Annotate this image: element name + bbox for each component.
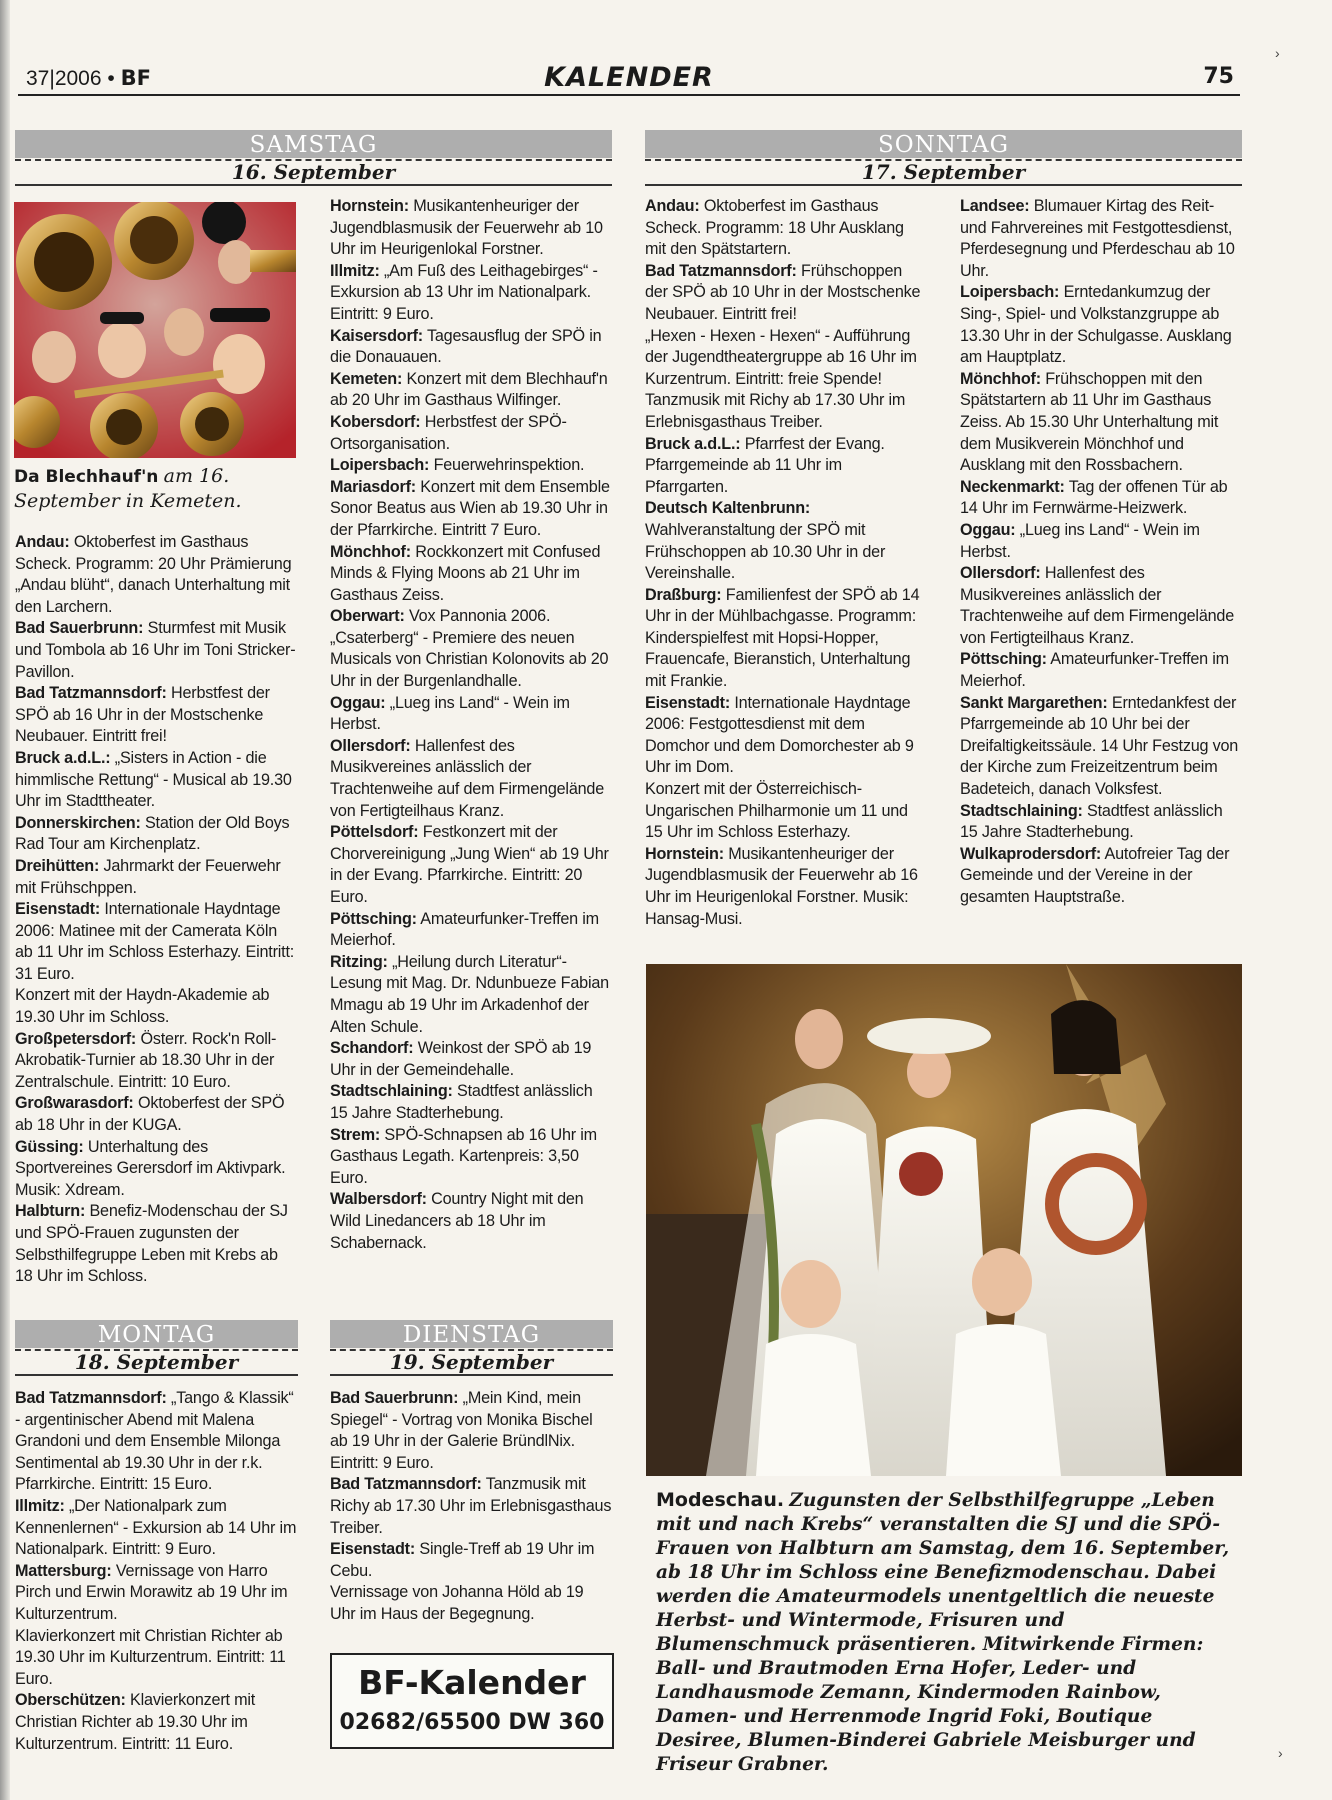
event-entry [15, 1561, 297, 1626]
divider [645, 184, 1242, 186]
event-place: Bruck a.d.L.: [645, 434, 741, 453]
page-number: 75 [1203, 64, 1234, 89]
event-text: Herbstfest der SPÖ ab 16 Uhr in der Mostschenke Neubauer. Eintritt frei! [15, 684, 270, 746]
bridal-fashion-photo [646, 964, 1242, 1476]
event-entry [330, 606, 613, 692]
event-text: Unterhaltung des Sportvereines Gerersdorf im Aktivpark. Musik: Xdream. [15, 1137, 286, 1199]
caption-bold: Modeschau. [656, 1489, 785, 1511]
day-header-monday [15, 1320, 298, 1376]
event-text: Sturmfest mit Musik und Tombola ab 16 Uhr im Toni Stricker-Pavillon. [15, 619, 296, 681]
event-entry [330, 1539, 613, 1582]
event-entry [645, 326, 925, 391]
divider [15, 1374, 298, 1376]
event-place: Ollersdorf: [330, 736, 411, 755]
event-text: Vernissage von Johanna Höld ab 19 Uhr im Haus der Begegnung. [330, 1583, 584, 1623]
event-place: Bad Sauerbrunn: [330, 1389, 459, 1407]
event-entry [15, 813, 297, 856]
event-place: Eisenstadt: [645, 693, 731, 712]
event-text: Frühschoppen mit den Spätstartern ab 11 Uhr im Gasthaus Zeiss. Ab 15.30 Uhr Unterhaltung mit dem Musikverein Mönchhof und Ausklang mit den Rossbachern. [960, 369, 1219, 475]
event-entry [15, 1496, 297, 1561]
event-text: Amateurfunker-Treffen im Meierhof. [330, 909, 599, 950]
event-text: Wahlveranstaltung der SPÖ mit Frühschoppen ab 10.30 Uhr in der Vereinshalle. [645, 520, 886, 583]
event-entry [330, 261, 613, 326]
event-text: „Am Fuß des Leithagebirges“ - Exkursion ab 13 Uhr im Nationalpark. Eintritt: 9 Euro. [330, 261, 598, 323]
event-entry [330, 1388, 613, 1474]
brand-label: BF [120, 66, 151, 90]
divider [15, 184, 612, 186]
brass-band-photo-image [14, 202, 296, 458]
margin-mark: › [1275, 45, 1280, 61]
event-place: Kobersdorf: [330, 412, 421, 431]
event-place: Bad Sauerbrunn: [15, 619, 144, 638]
bf-kalender-box [330, 1653, 614, 1749]
event-place: Pöttsching: [330, 909, 417, 928]
event-entry [15, 1137, 297, 1202]
event-place: Loipersbach: [960, 283, 1060, 302]
box-title: BF-Kalender [358, 1663, 586, 1702]
sunday-events-col-1 [645, 196, 925, 930]
event-entry [645, 844, 925, 930]
event-text: „Tango & Klassik“ - argentinischer Abend mit Malena Grandoni und dem Ensemble Milonga Sentimental ab 19.30 Uhr in der r.k. Pfarrkirche. Eintritt: 15 Euro. [15, 1389, 294, 1494]
event-text: Konzert mit der Österreichisch-Ungarischen Philharmonie um 11 und 15 Uhr im Schloss Esterhazy. [645, 780, 908, 842]
event-place: Draßburg: [645, 585, 722, 604]
event-text: Musikantenheuriger der Jugendblasmusik der Feuerwehr ab 16 Uhr im Heurigenlokal Forstner. Musik: Hansag-Musi. [645, 844, 918, 928]
event-place: Landsee: [960, 197, 1030, 215]
event-text: Autofreier Tag der Gemeinde und der Vereine in der gesamten Hauptstraße. [960, 844, 1230, 906]
event-text: Klavierkonzert mit Christian Richter ab 19.30 Uhr im Kulturzentrum. Eintritt: 11 Euro. [15, 1691, 256, 1753]
event-text: Österr. Rock'n Roll-Akrobatik-Turnier ab 18.30 Uhr in der Zentralschule. Eintritt: 10 Euro. [15, 1029, 277, 1091]
section-title: KALENDER [544, 62, 714, 93]
event-entry [960, 282, 1243, 368]
event-entry [15, 683, 297, 748]
caption-text: Zugunsten der Selbsthilfegruppe „Leben mit und nach Krebs“ veranstalten die SJ und die SPÖ-Frauen von Halbturn am Samstag, dem 16. September, ab 18 Uhr im Schloss eine Benefizmodenschau. Dabei werden die Amateurmodels unentgeltlich die neueste Herbst- und Wintermode, Frisuren und Blumenschmuck präsentieren. Mitwirkende Firmen: Ball- und Brautmoden Erna Hofer, Leder- und Landhausmode Zemann, Kindermoden Rainbow, Damen- und Herrenmode Ingrid Foki, Boutique Desiree, Blumen-Binderei Gabriele Meisburger und Friseur Grabner. [656, 1490, 1230, 1775]
event-entry [330, 477, 613, 542]
event-entry [15, 856, 297, 899]
day-date: 19. September [389, 1350, 554, 1374]
event-text: „Der Nationalpark zum Kennenlernen“ - Exkursion ab 14 Uhr im Nationalpark. Eintritt: 9 Euro. [15, 1496, 297, 1559]
event-text: Stadtfest anlässlich 15 Jahre Stadterhebung. [330, 1082, 593, 1122]
event-entry [15, 1626, 297, 1691]
event-text: Tanzmusik mit Richy ab 17.30 Uhr im Erlebnisgasthaus Treiber. [330, 1475, 612, 1537]
event-text: Frühschoppen der SPÖ ab 10 Uhr in der Mostschenke Neubauer. Eintritt frei! [645, 261, 921, 323]
day-header-tuesday [330, 1320, 613, 1376]
event-entry [645, 434, 925, 499]
event-place: Dreihütten: [15, 856, 100, 875]
event-entry [330, 1189, 613, 1254]
event-entry [330, 412, 613, 455]
issue-number: 37|2006 • [26, 67, 115, 90]
event-text: Herbstfest der SPÖ-Ortsorganisation. [330, 412, 567, 453]
event-place: Hornstein: [330, 197, 409, 215]
event-place: Bad Tatzmannsdorf: [15, 1389, 167, 1407]
event-entry [15, 1201, 297, 1287]
photo-caption-fashion [656, 1488, 1241, 1776]
event-entry [15, 618, 297, 683]
event-entry [330, 1081, 613, 1124]
event-place: Pöttelsdorf: [330, 823, 419, 842]
event-entry [330, 1038, 613, 1081]
event-entry [330, 1582, 613, 1625]
event-entry [15, 1093, 297, 1136]
event-text: Internationale Haydntage 2006: Festgottesdienst mit dem Domchor und dem Domorchester ab 9 Uhr im Dom. [645, 693, 914, 777]
event-text: Vernissage von Harro Pirch und Erwin Morawitz ab 19 Uhr im Kulturzentrum. [15, 1561, 288, 1623]
event-entry [15, 899, 297, 985]
day-name: DIENSTAG [330, 1320, 613, 1348]
event-entry [645, 261, 925, 326]
event-entry [645, 585, 925, 693]
event-entry [960, 844, 1243, 909]
sunday-events-col-2 [960, 196, 1243, 909]
event-entry [645, 196, 925, 261]
event-entry [960, 520, 1243, 563]
event-text: Oktoberfest im Gasthaus Scheck. Programm: 20 Uhr Prämierung „Andau blüht“, danach Unterhaltung mit den Larchern. [15, 533, 292, 616]
event-text: Amateurfunker-Treffen im Meierhof. [960, 650, 1229, 691]
event-text: Hallenfest des Musikvereines anlässlich der Trachtenweihe auf dem Firmengelände von Fertigteilhaus Kranz. [960, 564, 1235, 647]
event-entry [15, 748, 297, 813]
event-text: Rockkonzert mit Confused Minds & Flying Moons ab 21 Uhr im Gasthaus Zeiss. [330, 542, 601, 604]
event-place: Stadtschlaining: [330, 1082, 453, 1101]
event-place: Oggau: [330, 693, 386, 712]
event-text: Benefiz-Modenschau der SJ und SPÖ-Frauen zugunsten der Selbsthilfegruppe Leben mit Krebs ab 18 Uhr im Schloss. [15, 1202, 288, 1286]
caption-text: am 16. September in Kemeten. [14, 465, 242, 512]
event-text: „Heilung durch Literatur“-Lesung mit Mag. Dr. Ndunbueze Fabian Mmagu ab 19 Uhr im Arkadenhof der Alten Schule. [330, 952, 609, 1036]
event-entry [645, 779, 925, 844]
event-entry [960, 649, 1243, 692]
divider [330, 1374, 613, 1376]
event-place: Mariasdorf: [330, 477, 416, 496]
event-text: Single-Treff ab 19 Uhr im Cebu. [330, 1540, 595, 1580]
event-text: Konzert mit der Haydn-Akademie ab 19.30 Uhr im Schloss. [15, 986, 270, 1027]
event-place: Eisenstadt: [15, 900, 101, 919]
event-place: Oberwart: [330, 607, 405, 626]
event-text: Jahrmarkt der Feuerwehr mit Frühschppen. [15, 856, 281, 897]
event-text: Internationale Haydntage 2006: Matinee mit der Camerata Köln ab 11 Uhr im Schloss Esterhazy. Eintritt: 31 Euro. [15, 900, 295, 983]
event-entry [960, 801, 1243, 844]
event-entry [960, 369, 1243, 477]
event-place: Kaisersdorf: [330, 326, 423, 345]
event-entry [15, 1388, 297, 1496]
event-place: Kemeten: [330, 369, 403, 388]
event-entry [960, 693, 1243, 801]
event-entry [960, 477, 1243, 520]
event-text: Konzert mit dem Ensemble Sonor Beatus aus Wien ab 19.30 Uhr in der Pfarrkirche. Eintritt 7 Euro. [330, 477, 610, 539]
page-binding-edge [0, 0, 10, 1800]
event-text: „Lueg ins Land“ - Wein im Herbst. [960, 520, 1200, 561]
event-entry [330, 1474, 613, 1539]
event-text: Country Night mit den Wild Linedancers ab 18 Uhr im Schabernack. [330, 1190, 584, 1252]
event-place: Mönchhof: [960, 369, 1041, 388]
event-place: Sankt Margarethen: [960, 693, 1108, 712]
event-text: Erntedankumzug der Sing-, Spiel- und Volkstanzgruppe ab 13.30 Uhr in der Schulgasse. Ausklang am Hauptplatz. [960, 283, 1232, 367]
event-place: Oggau: [960, 520, 1016, 539]
event-entry [330, 822, 613, 908]
monday-events [15, 1388, 297, 1755]
event-place: Güssing: [15, 1137, 84, 1156]
event-text: Vox Pannonia 2006. „Csaterberg“ - Premiere des neuen Musicals von Christian Kolonovits ab 20 Uhr in der Burgenlandhalle. [330, 607, 609, 691]
event-entry [330, 542, 613, 607]
event-place: Ritzing: [330, 952, 388, 971]
event-entry [960, 196, 1243, 282]
bridal-fashion-photo-image [646, 964, 1242, 1476]
event-text: Festkonzert mit der Chorvereinigung „Jung Wien“ ab 19 Uhr in der Evang. Pfarrkirche. Eintritt: 20 Euro. [330, 823, 609, 906]
event-place: Walbersdorf: [330, 1190, 427, 1209]
event-place: Bad Tatzmannsdorf: [645, 261, 797, 280]
event-place: Bad Tatzmannsdorf: [15, 684, 167, 703]
tuesday-events [330, 1388, 613, 1626]
event-text: Station der Old Boys Rad Tour am Kirchenplatz. [15, 813, 290, 854]
event-text: Tanzmusik mit Richy ab 17.30 Uhr im Erlebnisgasthaus Treiber. [645, 391, 906, 431]
event-text: Blumauer Kirtag des Reit- und Fahrvereines mit Festgottesdienst, Pferdesegnung und Pferdeschau ab 10 Uhr. [960, 197, 1235, 280]
event-place: Loipersbach: [330, 456, 430, 475]
event-text: Klavierkonzert mit Christian Richter ab 19.30 Uhr im Kulturzentrum. Eintritt: 11 Euro. [15, 1626, 286, 1688]
event-place: Illmitz: [330, 261, 380, 280]
event-text: Weinkost der SPÖ ab 19 Uhr in der Gemeindehalle. [330, 1039, 592, 1079]
photo-caption [14, 464, 296, 514]
event-entry [15, 1690, 297, 1755]
event-place: Großpetersdorf: [15, 1029, 137, 1048]
event-entry [330, 369, 613, 412]
event-text: Oktoberfest der SPÖ ab 18 Uhr in der KUGA. [15, 1094, 285, 1135]
event-entry [330, 952, 613, 1038]
event-entry [330, 455, 613, 477]
event-place: Bruck a.d.L.: [15, 748, 111, 767]
event-place: Oberschützen: [15, 1691, 126, 1710]
event-place: Schandorf: [330, 1039, 414, 1058]
event-entry [15, 1029, 297, 1094]
event-text: Feuerwehrinspektion. [433, 456, 585, 475]
event-text: Tagesausflug der SPÖ in die Donauauen. [330, 326, 602, 367]
event-place: Strem: [330, 1125, 381, 1144]
brass-band-photo [14, 202, 296, 458]
event-entry [330, 736, 613, 822]
day-name: SONNTAG [645, 130, 1242, 158]
event-text: „Sisters in Action - die himmlische Rettung“ - Musical ab 19.30 Uhr im Stadttheater. [15, 748, 292, 811]
event-text: „Mein Kind, mein Spiegel“ - Vortrag von Monika Bischel ab 19 Uhr in der Galerie BründlNix. Eintritt: 9 Euro. [330, 1389, 593, 1472]
event-place: Stadtschlaining: [960, 801, 1083, 820]
event-text: SPÖ-Schnapsen ab 16 Uhr im Gasthaus Legath. Kartenpreis: 3,50 Euro. [330, 1125, 597, 1187]
event-place: Andau: [645, 197, 700, 215]
event-place: Illmitz: [15, 1496, 65, 1515]
event-text: Pfarrfest der Evang. Pfarrgemeinde ab 11 Uhr im Pfarrgarten. [645, 434, 885, 496]
page-header [18, 58, 1240, 96]
event-entry [15, 532, 297, 618]
event-place: Donnerskirchen: [15, 813, 141, 832]
event-entry [15, 985, 297, 1028]
event-text: Erntedankfest der Pfarrgemeinde ab 10 Uhr bei der Dreifaltigkeitssäule. 14 Uhr Festzug von der Kirche zum Freizeitzentrum beim Badeteich, danach Volksfest. [960, 693, 1239, 799]
day-name: MONTAG [15, 1320, 298, 1348]
event-text: Musikantenheuriger der Jugendblasmusik der Feuerwehr ab 10 Uhr im Heurigenlokal Forstner. [330, 197, 603, 259]
event-entry [645, 498, 925, 584]
event-place: Wulkaprodersdorf: [960, 844, 1102, 863]
event-text: Hallenfest des Musikvereines anlässlich der Trachtenweihe auf dem Firmengelände von Fertigteilhaus Kranz. [330, 736, 605, 820]
event-entry [330, 1125, 613, 1190]
event-entry [330, 326, 613, 369]
caption-bold: Da Blechhauf'n [14, 467, 159, 487]
event-entry [330, 196, 613, 261]
event-text: Tag der offenen Tür ab 14 Uhr im Fernwärme-Heizwerk. [960, 477, 1228, 518]
day-header-saturday [15, 130, 612, 186]
event-place: Halbturn: [15, 1202, 86, 1221]
event-place: Deutsch Kaltenbrunn: [645, 499, 811, 518]
event-text: Stadtfest anlässlich 15 Jahre Stadterhebung. [960, 801, 1223, 842]
box-phone: 02682/65500 DW 360 [339, 1710, 605, 1735]
event-text: Familienfest der SPÖ ab 14 Uhr in der Mühlbachgasse. Programm: Kinderspielfest mit Hopsi-Hopper, Frauencafe, Bieranstich, Unterhaltung mit Frankie. [645, 585, 920, 691]
event-text: Konzert mit dem Blechhauf'n ab 20 Uhr im Gasthaus Wilfinger. [330, 369, 608, 410]
day-date: 17. September [861, 160, 1026, 184]
event-entry [330, 909, 613, 952]
event-place: Andau: [15, 533, 70, 551]
event-place: Mattersburg: [15, 1561, 112, 1580]
day-header-sunday [645, 130, 1242, 186]
day-name: SAMSTAG [15, 130, 612, 158]
event-place: Bad Tatzmannsdorf: [330, 1475, 482, 1494]
event-place: Neckenmarkt: [960, 477, 1065, 496]
margin-mark: › [1278, 1745, 1283, 1761]
event-place: Großwarasdorf: [15, 1094, 134, 1113]
event-place: Ollersdorf: [960, 564, 1041, 583]
event-place: Hornstein: [645, 844, 724, 863]
event-place: Mönchhof: [330, 542, 411, 561]
event-entry [330, 693, 613, 736]
event-text: Oktoberfest im Gasthaus Scheck. Programm: 18 Uhr Ausklang mit den Spätstartern. [645, 197, 904, 259]
saturday-events-col-2 [330, 196, 613, 1254]
event-place: Pöttsching: [960, 650, 1047, 669]
event-entry [645, 693, 925, 779]
event-text: „Hexen - Hexen - Hexen“ - Aufführung der Jugendtheatergruppe ab 16 Uhr im Kurzentrum. Eintritt: freie Spende! [645, 326, 917, 388]
day-date: 16. September [231, 160, 396, 184]
event-entry [645, 390, 925, 433]
saturday-events-col-1 [15, 532, 297, 1288]
event-place: Eisenstadt: [330, 1540, 416, 1559]
event-entry [960, 563, 1243, 649]
event-text: „Lueg ins Land“ - Wein im Herbst. [330, 693, 570, 734]
day-date: 18. September [74, 1350, 239, 1374]
